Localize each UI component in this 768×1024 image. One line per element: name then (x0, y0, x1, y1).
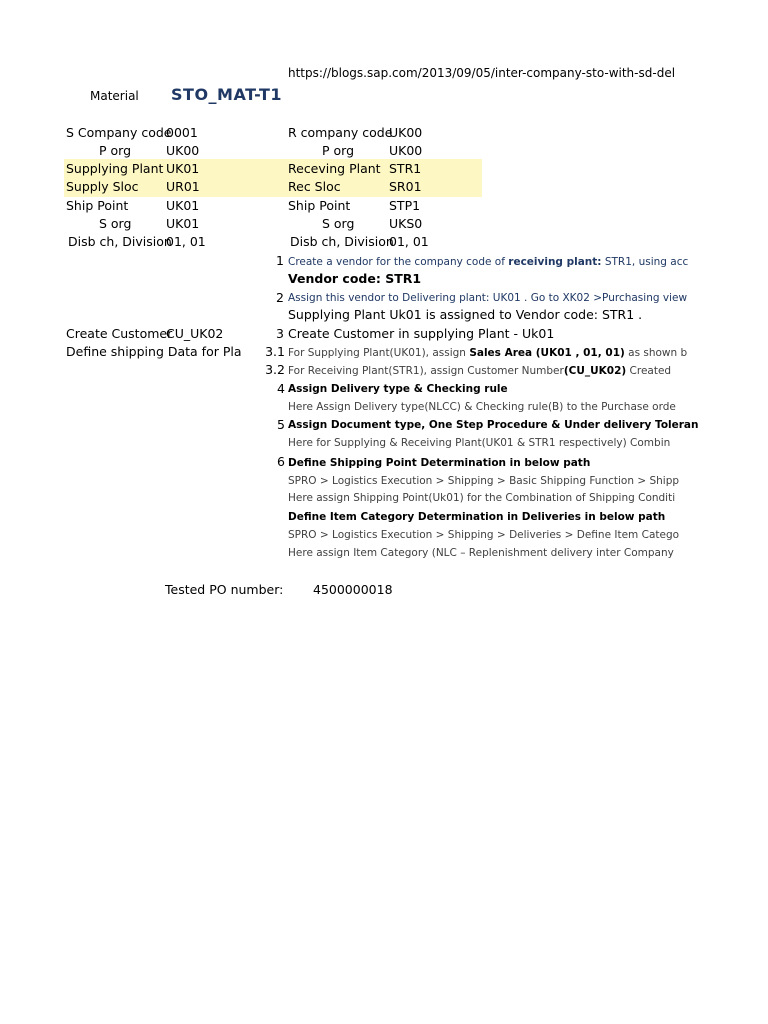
step-number-6: 6 (277, 454, 285, 469)
step-3-1-text: For Supplying Plant(UK01), assign Sales Area (UK01 , 01, 01) as shown b (288, 347, 688, 359)
tested-po-label: Tested PO number: (165, 582, 284, 597)
right-value-receiving-plant: STR1 (389, 161, 422, 176)
step-7-title: Define Item Category Determination in Deliveries in below path (288, 511, 666, 523)
right-value-rec-sloc: SR01 (389, 179, 422, 194)
right-label-p-org: P org (322, 143, 355, 158)
step-number-3: 3 (276, 326, 284, 341)
step-3-text: Create Customer in supplying Plant - Uk01 (288, 326, 555, 341)
right-label-company-code: R company code (288, 125, 393, 140)
step-4-title: Assign Delivery type & Checking rule (288, 383, 508, 395)
left-label-company-code: S Company code (66, 125, 172, 140)
right-value-ship-point: STP1 (389, 198, 421, 213)
customer-value: CU_UK02 (166, 326, 224, 341)
step-number-4: 4 (277, 381, 285, 396)
left-label-distribution: Disb ch, Division (68, 234, 172, 249)
right-label-ship-point: Ship Point (288, 198, 351, 213)
step-number-5: 5 (277, 417, 285, 432)
step-number-3-2: 3.2 (265, 362, 285, 377)
shipping-data-label: Define shipping Data for Pla (66, 344, 242, 359)
right-label-receiving-plant: Receving Plant (288, 161, 381, 176)
step-number-1: 1 (276, 253, 284, 268)
right-value-p-org: UK00 (389, 143, 423, 158)
step-number-2: 2 (276, 290, 284, 305)
step-5-text: Here for Supplying & Receiving Plant(UK01 & STR1 respectively) Combin (288, 437, 671, 449)
step-2-text: Assign this vendor to Delivering plant: UK01 . Go to XK02 >Purchasing view (288, 292, 688, 304)
source-url[interactable]: https://blogs.sap.com/2013/09/05/inter-company-sto-with-sd-del (288, 66, 676, 80)
left-label-p-org: P org (99, 143, 132, 158)
right-value-s-org: UKS0 (389, 216, 423, 231)
right-value-distribution: 01, 01 (389, 234, 429, 249)
step-number-3-1: 3.1 (265, 344, 285, 359)
material-value: STO_MAT-T1 (171, 85, 282, 104)
left-value-supplying-plant: UK01 (166, 161, 200, 176)
left-value-distribution: 01, 01 (166, 234, 206, 249)
step-4-text: Here Assign Delivery type(NLCC) & Checking rule(B) to the Purchase orde (288, 401, 676, 413)
step-2-sub: Supplying Plant Uk01 is assigned to Vendor code: STR1 . (288, 307, 643, 322)
right-value-company-code: UK00 (389, 125, 423, 140)
step-6-text: Here assign Shipping Point(Uk01) for the Combination of Shipping Conditi (288, 492, 676, 504)
left-value-p-org: UK00 (166, 143, 200, 158)
left-label-supply-sloc: Supply Sloc (66, 179, 139, 194)
right-label-distribution: Disb ch, Division (290, 234, 394, 249)
left-label-s-org: S org (99, 216, 132, 231)
right-label-s-org: S org (322, 216, 355, 231)
step-3-2-text: For Receiving Plant(STR1), assign Customer Number(CU_UK02) Created (288, 365, 672, 377)
step-6-title: Define Shipping Point Determination in below path (288, 457, 591, 469)
step-7-path: SPRO > Logistics Execution > Shipping > Deliveries > Define Item Catego (288, 529, 680, 541)
step-6-path: SPRO > Logistics Execution > Shipping > Basic Shipping Function > Shipp (288, 475, 680, 487)
customer-label: Create Customer (66, 326, 173, 341)
left-label-ship-point: Ship Point (66, 198, 129, 213)
step-1-text: Create a vendor for the company code of receiving plant: STR1, using acc (288, 256, 689, 268)
tested-po-value: 4500000018 (313, 582, 393, 597)
left-label-supplying-plant: Supplying Plant (66, 161, 164, 176)
left-value-company-code: 0001 (166, 125, 198, 140)
left-value-supply-sloc: UR01 (166, 179, 200, 194)
step-1-vendor: Vendor code: STR1 (288, 271, 422, 286)
step-7-text: Here assign Item Category (NLC – Replenishment delivery inter Company (288, 547, 674, 559)
left-value-s-org: UK01 (166, 216, 200, 231)
step-5-title: Assign Document type, One Step Procedure & Under delivery Toleran (288, 419, 699, 431)
material-label: Material (90, 89, 139, 103)
left-value-ship-point: UK01 (166, 198, 200, 213)
right-label-rec-sloc: Rec Sloc (288, 179, 341, 194)
